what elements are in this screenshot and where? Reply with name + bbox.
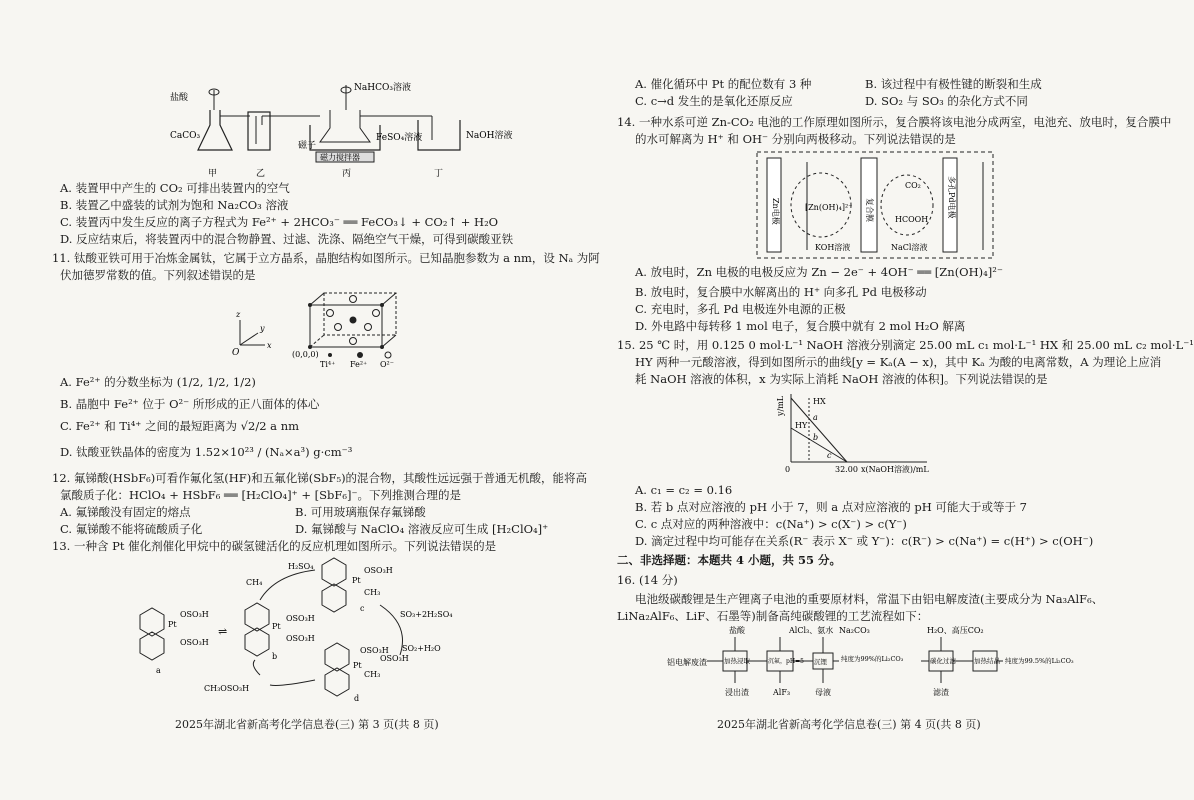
- label-nahco3: NaHCO₃溶液: [354, 83, 411, 93]
- hcooh-label: HCOOH: [895, 215, 929, 224]
- label-hcl: 盐酸: [170, 93, 189, 103]
- crystal-cell-figure: [210, 285, 450, 370]
- ch3-c: CH₃: [364, 588, 381, 597]
- q13-stem: 13. 一种含 Pt 催化剂催化甲烷中的碳氢键活化的反应机理如图所示。下列说法错误的是: [52, 539, 497, 553]
- q15-option-d: D. 滴定过程中均可能存在关系(R⁻ 表示 X⁻ 或 Y⁻)：c(R⁻) > c(Na⁺) = c(H⁺) > c(OH⁻): [635, 534, 1094, 548]
- flow-box-cryst: 加热结晶: [974, 657, 1000, 665]
- q11-option-d: D. 钛酸亚铁晶体的密度为 1.52×10²³ / (Nₐ×a³) g·cm⁻³: [60, 445, 353, 459]
- flow-out-liquor: 母液: [815, 688, 831, 697]
- q14-option-d: D. 外电路中每转移 1 mol 电子，复合膜中就有 2 mol H₂O 解离: [635, 319, 966, 333]
- q10-option-b: B. 装置乙中盛装的试剂为饱和 Na₂CO₃ 溶液: [60, 198, 289, 212]
- oso3h-d2: OSO₃H: [380, 654, 409, 663]
- graph-ylabel: y/mL: [776, 395, 785, 416]
- q15-stem-line2: HY 两种一元酸溶液，得到如图所示的曲线[y = Kₐ(A − x)，其中 Kₐ 为酸的电离常数，A 为理论上应消: [635, 355, 1162, 369]
- pt-label-a: Pt: [168, 620, 177, 629]
- legend-fe: Fe²⁺: [350, 360, 368, 369]
- q16-para-line1: 电池级碳酸锂是生产锂离子电池的重要原材料，常温下由铝电解废渣(主要成分为 Na₃AlF₆、: [635, 592, 1104, 606]
- reagent-so2: SO₂+H₂O: [402, 644, 441, 653]
- pt-label-c: Pt: [352, 576, 361, 585]
- flow-start: 铝电解废渣: [667, 658, 707, 667]
- flow-out-residue: 浸出渣: [725, 688, 749, 697]
- x-32: 32.00: [835, 465, 858, 474]
- q12-option-c: C. 氟锑酸不能将硫酸质子化: [60, 522, 203, 536]
- titration-graph: [777, 390, 947, 476]
- pt-label-b: Pt: [272, 622, 281, 631]
- graph-xlabel: x(NaOH溶液)/mL: [861, 465, 929, 474]
- legend-o: O²⁻: [380, 360, 394, 369]
- apparatus-figure: [170, 80, 513, 180]
- q14-option-c: C. 充电时，多孔 Pd 电极连外电源的正极: [635, 302, 846, 316]
- q10-option-a: A. 装置甲中产生的 CO₂ 可排出装置内的空气: [60, 181, 290, 195]
- q10-option-d: D. 反应结束后，将装置丙中的混合物静置、过滤、洗涤、隔绝空气干燥，可得到碳酸亚铁: [60, 232, 514, 246]
- q12-stem-line1: 12. 氟锑酸(HSbF₆)可看作氟化氢(HF)和五氟化锑(SbF₅)的混合物，其酸性远远强于普通无机酸，能将高: [52, 471, 588, 485]
- label-b: b: [272, 652, 278, 661]
- label-d: d: [354, 694, 360, 703]
- q14-option-a: A. 放电时，Zn 电极的电极反应为 Zn − 2e⁻ + 4OH⁻ ══ [Zn(OH)₄]²⁻: [635, 265, 1003, 279]
- label-yi: 乙: [256, 169, 266, 179]
- co2-label: CO₂: [905, 181, 921, 190]
- pd-electrode-label: 多孔Pd电极: [947, 176, 956, 219]
- q16-header: 16. (14 分): [617, 573, 678, 587]
- q15-option-b: B. 若 b 点对应溶液的 pH 小于 7，则 a 点对应溶液的 pH 可能大于或等于 7: [635, 500, 1027, 514]
- flow-box-carb: 碳化过滤: [930, 657, 956, 665]
- label-stirrer: 磁力搅拌器: [320, 153, 360, 162]
- flow-end: 纯度为99.5%的Li₂CO₃: [1005, 657, 1074, 665]
- q11-stem-line2: 伏加德罗常数的值。下列叙述错误的是: [60, 268, 256, 282]
- q13-option-d: D. SO₂ 与 SO₃ 的杂化方式不同: [865, 94, 1028, 108]
- flow-box-leach: 加热浸取: [724, 657, 750, 665]
- label-c: c: [360, 604, 365, 613]
- section-2-title: 二、非选择题：本题共 4 小题，共 55 分。: [617, 553, 842, 567]
- q15-option-c: C. c 点对应的两种溶液中：c(Na⁺) > c(X⁻) > c(Y⁻): [635, 517, 907, 531]
- q12-option-d: D. 氟锑酸与 NaClO₄ 溶液反应可生成 [H₂ClO₄]⁺: [295, 522, 549, 536]
- reagent-ch4: CH₄: [246, 578, 263, 587]
- point-a: a: [813, 413, 818, 422]
- battery-figure: [755, 150, 995, 260]
- q15-stem-line1: 15. 25 ℃ 时，用 0.125 0 mol·L⁻¹ NaOH 溶液分别滴定 25.00 mL c₁ mol·L⁻¹ HX 和 25.00 mL c₂ mol·L⁻¹: [617, 338, 1194, 352]
- flow-input-na2co3: Na₂CO₃: [839, 626, 870, 635]
- q14-stem-line1: 14. 一种水系可逆 Zn-CO₂ 电池的工作原理如图所示，复合膜将该电池分成两室，电池充、放电时，复合膜中: [617, 115, 1172, 129]
- svg-text:⇌: ⇌: [218, 625, 228, 638]
- point-b: b: [813, 433, 819, 442]
- curve-hy: HY: [795, 421, 808, 430]
- membrane-label: 复合膜: [865, 198, 874, 222]
- q11-stem-line1: 11. 钛酸亚铁可用于冶炼金属钛，它属于立方晶系，晶胞结构如图所示。已知晶胞参数为 a nm，设 Nₐ 为阿: [52, 251, 600, 265]
- label-naoh: NaOH溶液: [466, 131, 513, 141]
- q16-para-line2: LiNa₂AlF₆、LiF、石墨等)制备高纯碳酸锂的工艺流程如下：: [617, 609, 929, 623]
- q11-option-a: A. Fe²⁺ 的分数坐标为 (1/2, 1/2, 1/2): [60, 375, 256, 389]
- label-caco3: CaCO₃: [170, 131, 201, 141]
- reagent-so3: SO₃+2H₂SO₄: [400, 610, 453, 619]
- label-ding: 丁: [434, 169, 444, 179]
- oso3h-b2: OSO₃H: [286, 634, 315, 643]
- q12-option-b: B. 可用玻璃瓶保存氟锑酸: [295, 505, 426, 519]
- label-feso4: FeSO₄溶液: [376, 133, 423, 143]
- catalytic-cycle-figure: [100, 555, 520, 705]
- koh-label: KOH溶液: [815, 243, 851, 252]
- point-c: c: [827, 451, 832, 460]
- q14-stem-line2: 的水可解离为 H⁺ 和 OH⁻ 分别向两极移动。下列说法错误的是: [635, 132, 956, 146]
- q10-option-c: C. 装置丙中发生反应的离子方程式为 Fe²⁺ + 2HCO₃⁻ ══ FeCO₃↓ + CO₂↑ + H₂O: [60, 215, 499, 229]
- oso3h-a1: OSO₃H: [180, 610, 209, 619]
- flow-input-alcl3: AlCl₃、氨水: [789, 626, 834, 635]
- flow-input-h2o: H₂O、高压CO₂: [927, 626, 984, 635]
- pt-label-d: Pt: [353, 661, 362, 670]
- flow-box-li: 沉锂: [814, 658, 827, 666]
- label-jia: 甲: [208, 169, 218, 179]
- axis-y: y: [260, 324, 265, 333]
- flow-out-alf3: AlF₃: [773, 688, 791, 697]
- label-a: a: [156, 666, 161, 675]
- axis-origin: O: [232, 348, 240, 358]
- flow-box-defluor: 沉氟，pH=5: [768, 658, 804, 665]
- q11-option-b: B. 晶胞中 Fe²⁺ 位于 O²⁻ 所形成的正八面体的体心: [60, 397, 320, 411]
- flow-input-hcl: 盐酸: [729, 626, 745, 635]
- product-ch3oso3h: CH₃OSO₃H: [204, 684, 250, 693]
- flow-out-filter: 滤渣: [933, 688, 949, 697]
- origin-label: (0,0,0): [292, 350, 319, 359]
- q13-option-c: C. c→d 发生的是氧化还原反应: [635, 94, 793, 108]
- oso3h-d1: OSO₃H: [360, 646, 389, 655]
- label-magnet: 磁子: [298, 141, 317, 151]
- axis-x: x: [267, 341, 272, 350]
- oso3h-c: OSO₃H: [364, 566, 393, 575]
- q12-stem-line2: 氯酸质子化：HClO₄ + HSbF₆ ══ [H₂ClO₄]⁺ + [SbF₆]⁻。下列推测合理的是: [60, 488, 462, 502]
- ch3-d: CH₃: [364, 670, 381, 679]
- nacl-label: NaCl溶液: [891, 243, 928, 252]
- curve-hx: HX: [813, 397, 826, 406]
- zn-complex-label: [Zn(OH)₄]²⁻: [805, 203, 853, 212]
- flow-mid-99: 纯度为99%的Li₂CO₃: [841, 655, 904, 663]
- q11-option-c: C. Fe²⁺ 和 Ti⁴⁺ 之间的最短距离为 √2/2 a nm: [60, 419, 300, 433]
- page-3-footer: 2025年湖北省新高考化学信息卷(三) 第 3 页(共 8 页): [175, 718, 439, 731]
- q14-option-b: B. 放电时，复合膜中水解离出的 H⁺ 向多孔 Pd 电极移动: [635, 285, 927, 299]
- oso3h-a2: OSO₃H: [180, 638, 209, 647]
- label-bing: 丙: [342, 169, 352, 179]
- q13-option-a: A. 催化循环中 Pt 的配位数有 3 种: [635, 77, 812, 91]
- q13-option-b: B. 该过程中有极性键的断裂和生成: [865, 77, 1042, 91]
- oso3h-b1: OSO₃H: [286, 614, 315, 623]
- q12-option-a: A. 氟锑酸没有固定的熔点: [60, 505, 191, 519]
- process-flow: [667, 625, 1087, 700]
- reagent-h2so4: H₂SO₄: [288, 562, 314, 571]
- x-zero: 0: [785, 465, 791, 474]
- q15-option-a: A. c₁ = c₂ = 0.16: [635, 483, 733, 497]
- zn-electrode-label: Zn电极: [771, 198, 780, 225]
- axis-z: z: [236, 310, 241, 319]
- page-4-footer: 2025年湖北省新高考化学信息卷(三) 第 4 页(共 8 页): [717, 718, 981, 731]
- legend-ti: Ti⁴⁺: [320, 360, 336, 369]
- q15-stem-line3: 耗 NaOH 溶液的体积，x 为实际上消耗 NaOH 溶液的体积]。下列说法错误的是: [635, 372, 1048, 386]
